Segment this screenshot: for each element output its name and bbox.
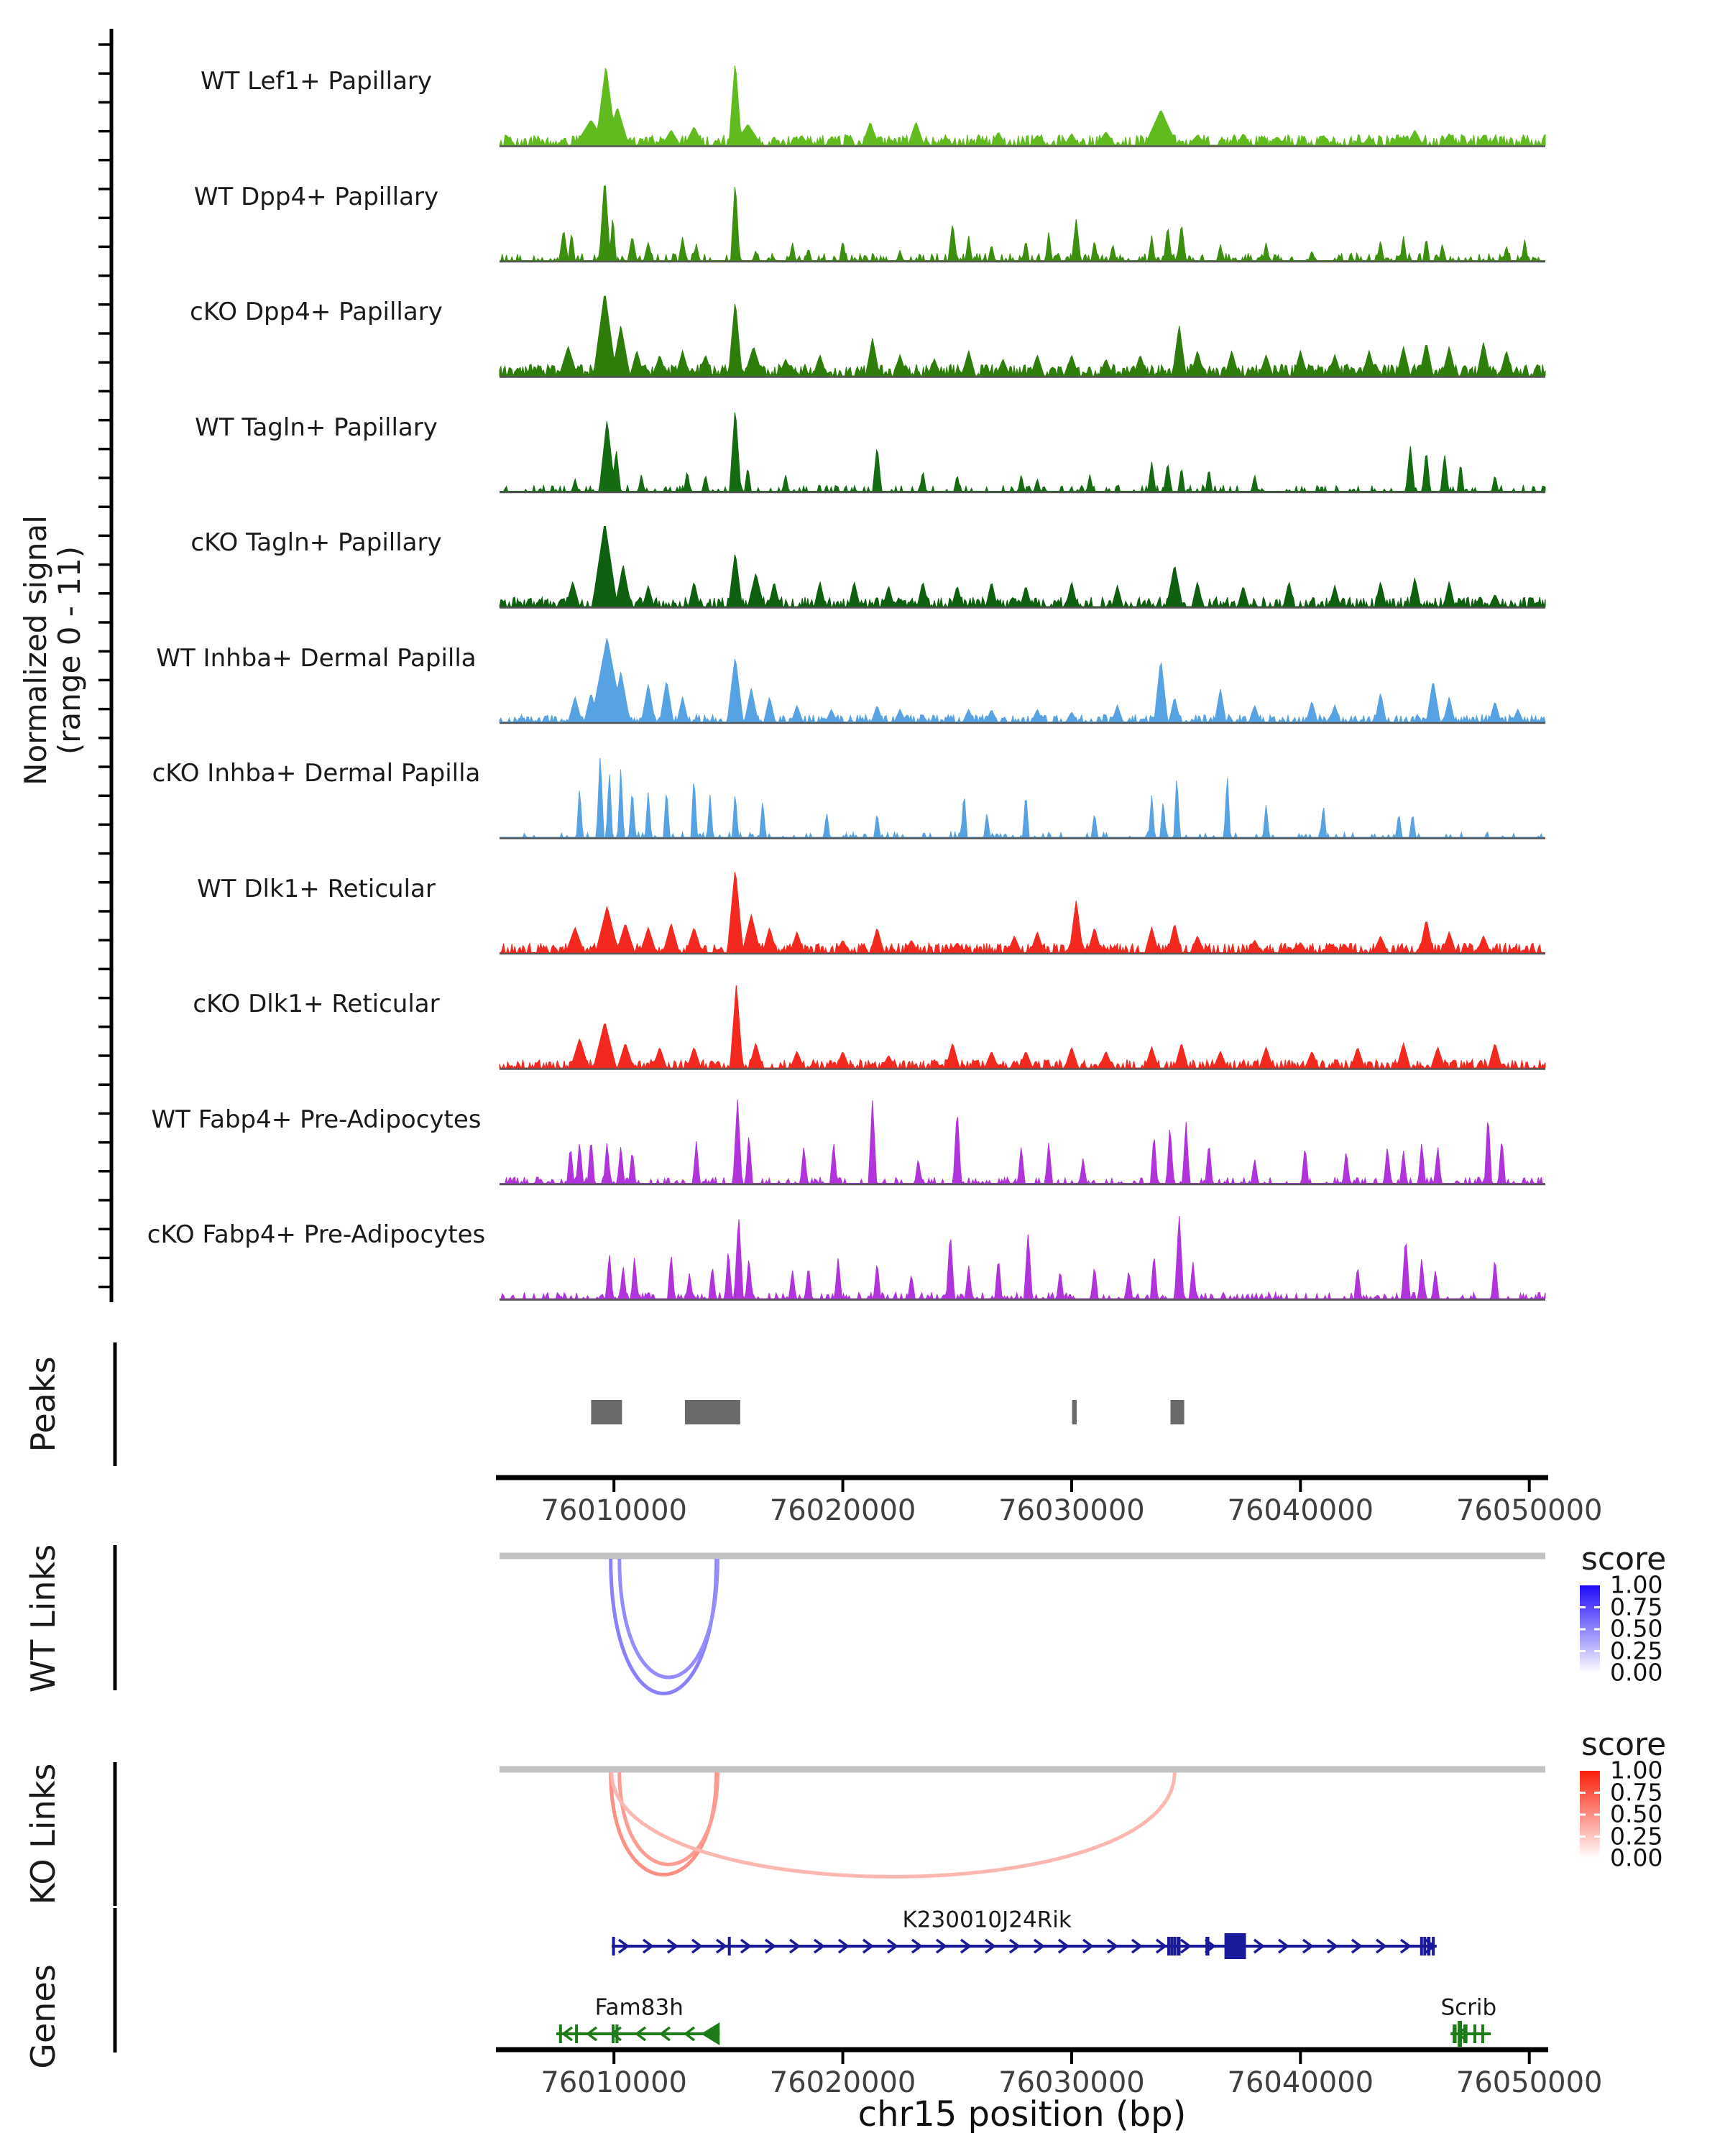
legend-tick-label: 0.50 [1610,1614,1663,1643]
gene-label: K230010J24Rik [902,1907,1072,1933]
x-tick-label: 76050000 [1455,1494,1603,1527]
legend-tick-label: 0.75 [1610,1778,1663,1807]
gene-label: Scrib [1440,1994,1497,2021]
wt-links-section-label: WT Links [23,1544,63,1693]
legend-tick-label: 1.00 [1610,1756,1663,1784]
track-label: WT Lef1+ Papillary [200,67,433,96]
x-tick-label: 76040000 [1227,2066,1374,2099]
legend-tick-label: 0.25 [1610,1636,1663,1665]
legend-tick-label: 1.00 [1610,1570,1663,1599]
x-tick-label: 76040000 [1227,1494,1374,1527]
track-label: cKO Fabp4+ Pre-Adipocytes [147,1220,486,1250]
x-tick-label: 76020000 [769,1494,916,1527]
track-label: WT Dpp4+ Papillary [193,182,439,211]
x-tick-label: 76020000 [769,2066,916,2099]
legend-tick-label: 0.25 [1610,1822,1663,1851]
x-tick-label: 76030000 [998,1494,1145,1527]
gene-label: Fam83h [594,1994,684,2021]
y-axis-title-line2: (range 0 - 11) [51,545,87,755]
genes-section-label: Genes [23,1964,63,2069]
x-tick-label: 76010000 [540,2066,687,2099]
wt-score-legend-title: score [1581,1540,1667,1577]
legend-tick-label: 0.00 [1610,1843,1663,1872]
legend-tick-label: 0.00 [1610,1658,1663,1687]
peaks-section-label: Peaks [23,1356,63,1452]
track-label: cKO Dpp4+ Papillary [190,298,443,327]
legend-tick-label: 0.50 [1610,1800,1663,1828]
track-label: WT Fabp4+ Pre-Adipocytes [151,1105,482,1134]
x-tick-label: 76030000 [998,2066,1145,2099]
track-label: WT Dlk1+ Reticular [197,874,436,903]
legend-tick-label: 0.75 [1610,1593,1663,1621]
track-label: cKO Inhba+ Dermal Papilla [152,759,481,788]
ko-score-legend-title: score [1581,1726,1667,1763]
track-label: WT Tagln+ Papillary [195,413,438,442]
track-label: cKO Dlk1+ Reticular [193,990,440,1019]
x-axis-title: chr15 position (bp) [857,2093,1187,2134]
track-label: cKO Tagln+ Papillary [190,528,442,558]
y-axis-title-line1: Normalized signal [17,515,53,786]
x-tick-label: 76050000 [1455,2066,1603,2099]
track-label: WT Inhba+ Dermal Papilla [156,643,477,673]
x-tick-label: 76010000 [540,1494,687,1527]
ko-links-section-label: KO Links [23,1763,63,1905]
